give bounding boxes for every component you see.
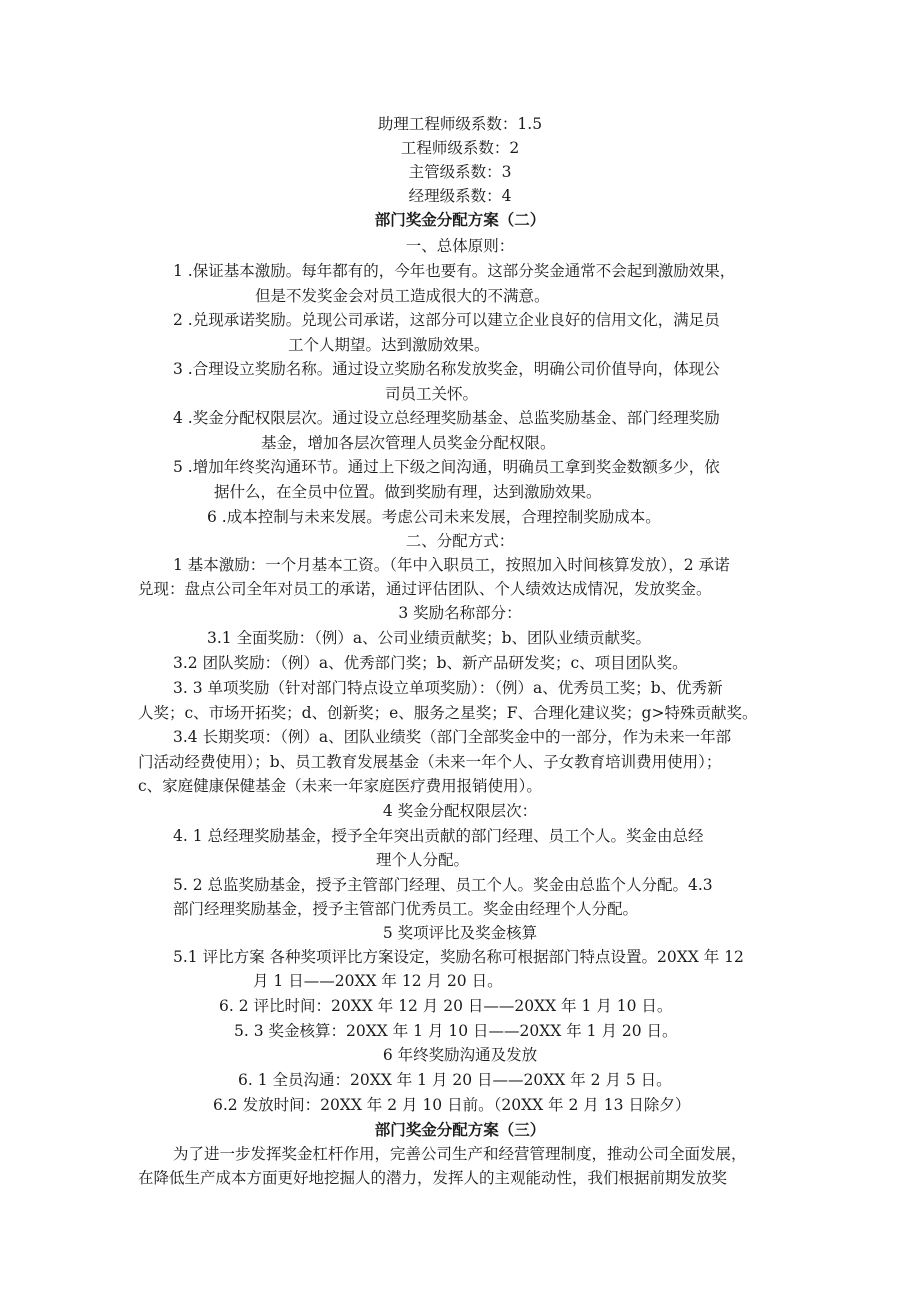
communication-6-2: 6.2 发放时间：20XX 年 2 月 10 日前。（20XX 年 2 月 13 日除夕） (213, 1096, 691, 1114)
coef-supervisor: 主管级系数：3 (408, 163, 512, 181)
principle-5: 5 .增加年终奖沟通环节。通过上下级之间沟通，明确员工拿到奖金数额多少，依 (173, 458, 720, 476)
principle-1-cont: 但是不发奖金会对员工造成很大的不满意。 (255, 287, 550, 305)
authority-4-2: 5. 2 总监奖励基金，授予主管部门经理、员工个人。奖金由总监个人分配。4.3 (173, 876, 713, 894)
heading-award-names: 3 奖励名称部分： (398, 604, 522, 622)
heading-principles: 一、总体原则： (405, 237, 515, 255)
section-title-3: 部门奖金分配方案（三） (374, 1120, 546, 1139)
heading-evaluation: 5 奖项评比及奖金核算 (382, 924, 538, 942)
evaluation-5-1: 5.1 评比方案 各种奖项评比方案设定，奖励名称可根据部门特点设置。20XX 年 12 (173, 948, 744, 966)
award-3-2: 3.2 团队奖励：（例）a、优秀部门奖；b、新产品研发奖；c、项目团队奖。 (173, 654, 688, 672)
heading-allocation: 二、分配方式： (405, 532, 515, 550)
heading-communication: 6 年终奖励沟通及发放 (382, 1046, 538, 1064)
principle-4-cont: 基金，增加各层次管理人员奖金分配权限。 (261, 434, 556, 452)
award-3-4: 3.4 长期奖项：（例）a、团队业绩奖（部门全部奖金中的一部分，作为未来一年部 (173, 728, 732, 746)
principle-2: 2 .兑现承诺奖励。兑现公司承诺，这部分可以建立企业良好的信用文化，满足员 (173, 311, 720, 329)
evaluation-5-3: 5. 3 奖金核算：20XX 年 1 月 10 日——20XX 年 1 月 20 日。 (234, 1022, 678, 1040)
allocation-basic: 1 基本激励：一个月基本工资。（年中入职员工，按照加入时间核算发放），2 承诺 (173, 556, 730, 574)
principle-3: 3 .合理设立奖励名称。通过设立奖励名称发放奖金，明确公司价值导向，体现公 (173, 360, 720, 378)
award-3-3-cont: 人奖；c、市场开拓奖；d、创新奖；e、服务之星奖；F、合理化建议奖；g>特殊贡献奖。 (138, 704, 758, 722)
authority-4-3: 部门经理奖励基金，授予主管部门优秀员工。奖金由经理个人分配。 (173, 900, 639, 918)
evaluation-5-2: 6. 2 评比时间：20XX 年 12 月 20 日——20XX 年 1 月 10 日。 (219, 997, 673, 1015)
coef-manager: 经理级系数：4 (408, 187, 512, 205)
intro-paragraph: 为了进一步发挥奖金杠杆作用，完善公司生产和经营管理制度，推动公司全面发展， (173, 1145, 747, 1163)
authority-4-1: 4. 1 总经理奖励基金，授予全年突出贡献的部门经理、员工个人。奖金由总经 (173, 827, 704, 845)
coef-assistant-engineer: 助理工程师级系数：1.5 (377, 115, 543, 133)
award-3-4-cont2: c、家庭健康保健基金（未来一年家庭医疗费用报销使用）。 (138, 777, 542, 795)
principle-3-cont: 司员工关怀。 (385, 385, 479, 403)
authority-4-1-cont: 理个人分配。 (376, 851, 470, 869)
intro-paragraph-cont: 在降低生产成本方面更好地挖掘人的潜力，发挥人的主观能动性，我们根据前期发放奖 (138, 1169, 728, 1187)
coef-engineer: 工程师级系数：2 (400, 139, 520, 157)
principle-2-cont: 工个人期望。达到激励效果。 (288, 336, 490, 354)
allocation-basic-cont: 兑现：盘点公司全年对员工的承诺，通过评估团队、个人绩效达成情况，发放奖金。 (138, 580, 712, 598)
award-3-3: 3. 3 单项奖励（针对部门特点设立单项奖励）：（例）a、优秀员工奖；b、优秀新 (173, 679, 723, 697)
evaluation-5-1-cont: 月 1 日——20XX 年 12 月 20 日。 (253, 972, 503, 990)
heading-authority: 4 奖金分配权限层次： (382, 802, 538, 820)
award-3-4-cont: 门活动经费使用）；b、员工教育发展基金（未来一年个人、子女教育培训费用使用）； (138, 753, 722, 771)
award-3-1: 3.1 全面奖励：（例）a、公司业绩贡献奖；b、团队业绩贡献奖。 (207, 629, 651, 647)
section-title-2: 部门奖金分配方案（二） (374, 210, 546, 229)
principle-6: 6 .成本控制与未来发展。考虑公司未来发展，合理控制奖励成本。 (207, 508, 661, 526)
communication-6-1: 6. 1 全员沟通：20XX 年 1 月 20 日——20XX 年 2 月 5 日。 (238, 1071, 672, 1089)
principle-5-cont: 据什么，在全员中位置。做到奖励有理，达到激励效果。 (214, 483, 602, 501)
principle-4: 4 .奖金分配权限层次。通过设立总经理奖励基金、总监奖励基金、部门经理奖励 (173, 409, 720, 427)
principle-1: 1 .保证基本激励。每年都有的，今年也要有。这部分奖金通常不会起到激励效果， (173, 262, 736, 280)
